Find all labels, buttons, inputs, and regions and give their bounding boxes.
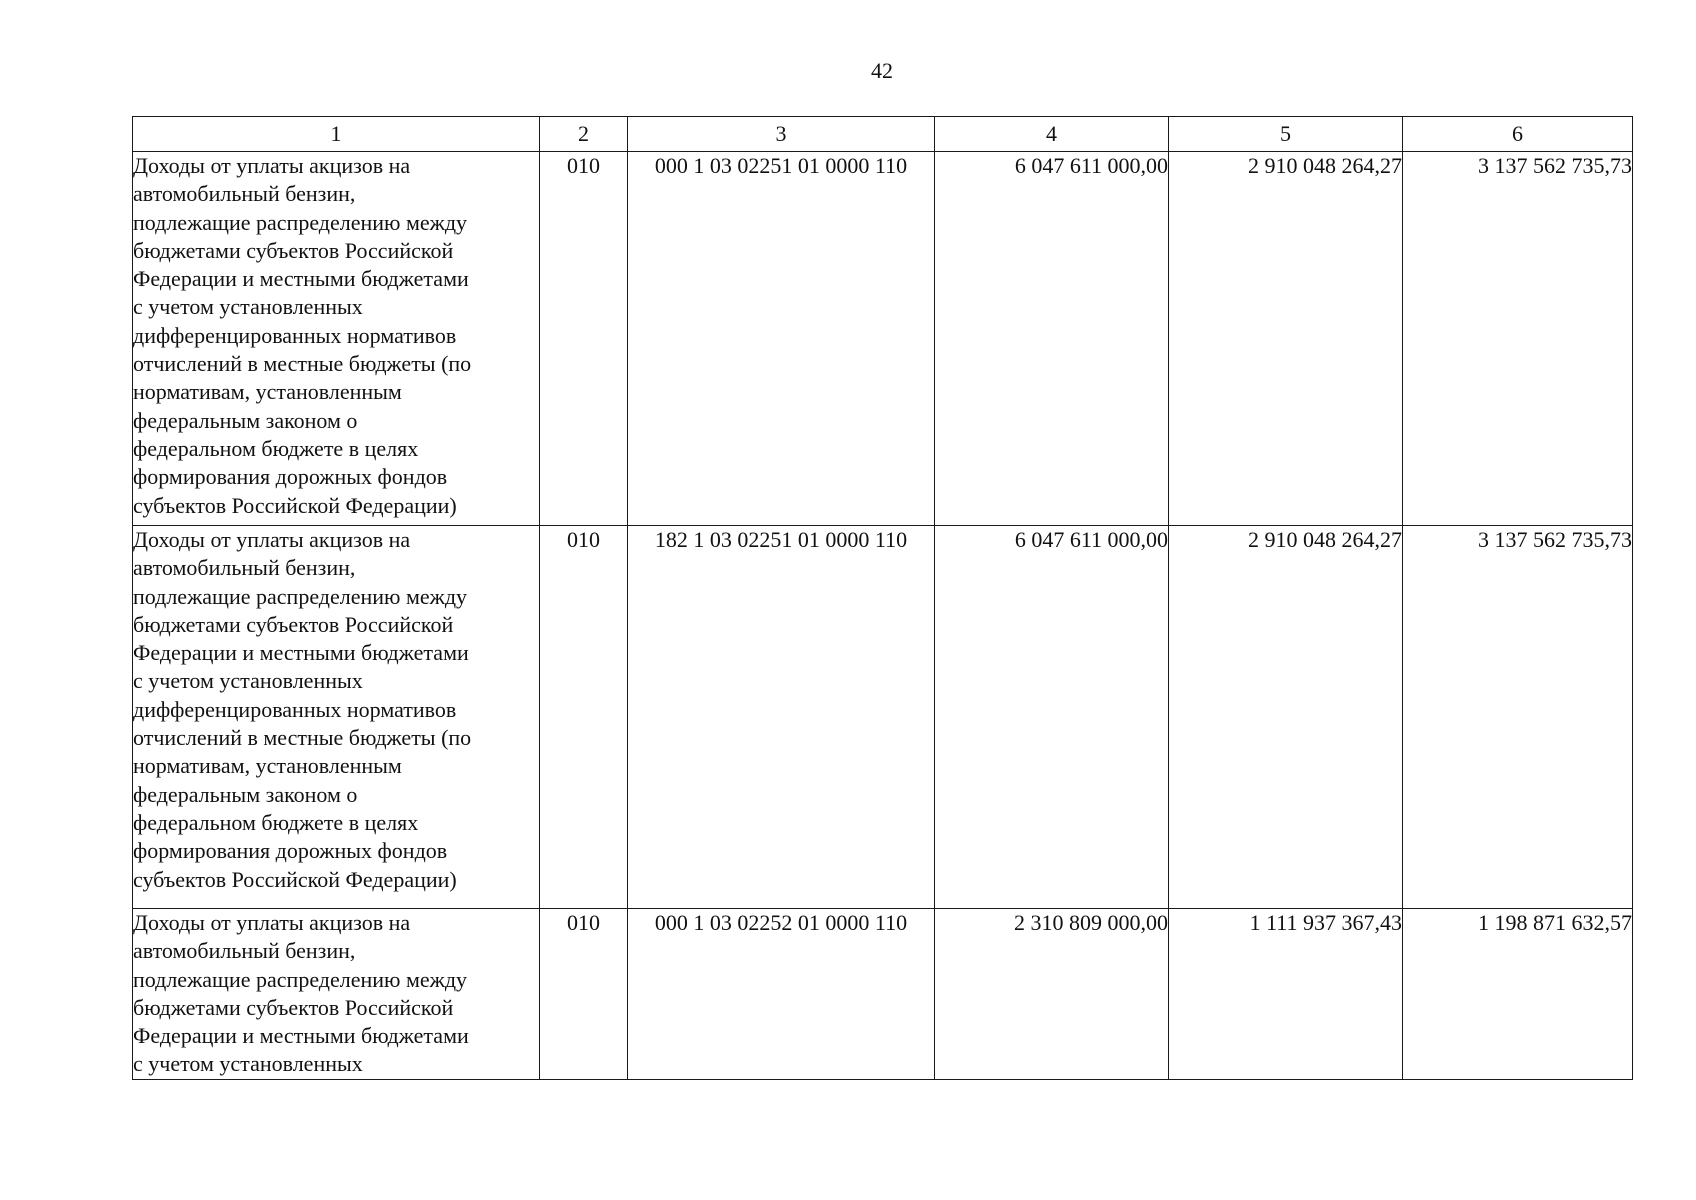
row-value-col4: 6 047 611 000,00 <box>935 526 1169 909</box>
row-income-code: 000 1 03 02251 01 0000 110 <box>628 152 935 526</box>
row-description <box>133 152 540 526</box>
row-description <box>133 526 540 909</box>
column-header-6: 6 <box>1403 117 1633 152</box>
row-line-code: 010 <box>540 909 628 1080</box>
row-line-code: 010 <box>540 152 628 526</box>
row-description <box>133 909 540 1080</box>
row-value-col6: 1 198 871 632,57 <box>1403 909 1633 1080</box>
row-description-text: Доходы от уплаты акцизов на автомобильный бензин, подлежащие распределению между бюджетами субъектов Российской Федерации и местными бюджетами с учетом установленных <box>133 910 469 1077</box>
column-header-2: 2 <box>540 117 628 152</box>
table-row <box>133 526 1633 909</box>
row-description-text: Доходы от уплаты акцизов на автомобильный бензин, подлежащие распределению между бюджетами субъектов Российской Федерации и местными бюджетами с учетом установленных дифференцированных нормативов отчислений в местные бюджеты (по нормативам, установленным федеральным законом о федеральном бюджете в целях формирования дорожных фондов субъектов Российской Федерации) <box>133 153 472 518</box>
row-value-col4: 6 047 611 000,00 <box>935 152 1169 526</box>
row-value-col5: 1 111 937 367,43 <box>1169 909 1403 1080</box>
header-row <box>133 117 1633 152</box>
page-number: 42 <box>871 58 893 83</box>
column-header-3: 3 <box>628 117 935 152</box>
table-row <box>133 909 1633 1080</box>
column-header-1: 1 <box>133 117 540 152</box>
row-income-code: 182 1 03 02251 01 0000 110 <box>628 526 935 909</box>
table-row <box>133 152 1633 526</box>
column-header-5: 5 <box>1169 117 1403 152</box>
row-value-col5: 2 910 048 264,27 <box>1169 152 1403 526</box>
row-description-text: Доходы от уплаты акцизов на автомобильный бензин, подлежащие распределению между бюджетами субъектов Российской Федерации и местными бюджетами с учетом установленных дифференцированных нормативов отчислений в местные бюджеты (по нормативам, установленным федеральным законом о федеральном бюджете в целях формирования дорожных фондов субъектов Российской Федерации) <box>133 527 472 892</box>
row-income-code: 000 1 03 02252 01 0000 110 <box>628 909 935 1080</box>
column-header-4: 4 <box>935 117 1169 152</box>
row-value-col4: 2 310 809 000,00 <box>935 909 1169 1080</box>
row-value-col6: 3 137 562 735,73 <box>1403 152 1633 526</box>
row-value-col5: 2 910 048 264,27 <box>1169 526 1403 909</box>
row-line-code: 010 <box>540 526 628 909</box>
budget-table <box>132 116 1633 1080</box>
row-value-col6: 3 137 562 735,73 <box>1403 526 1633 909</box>
